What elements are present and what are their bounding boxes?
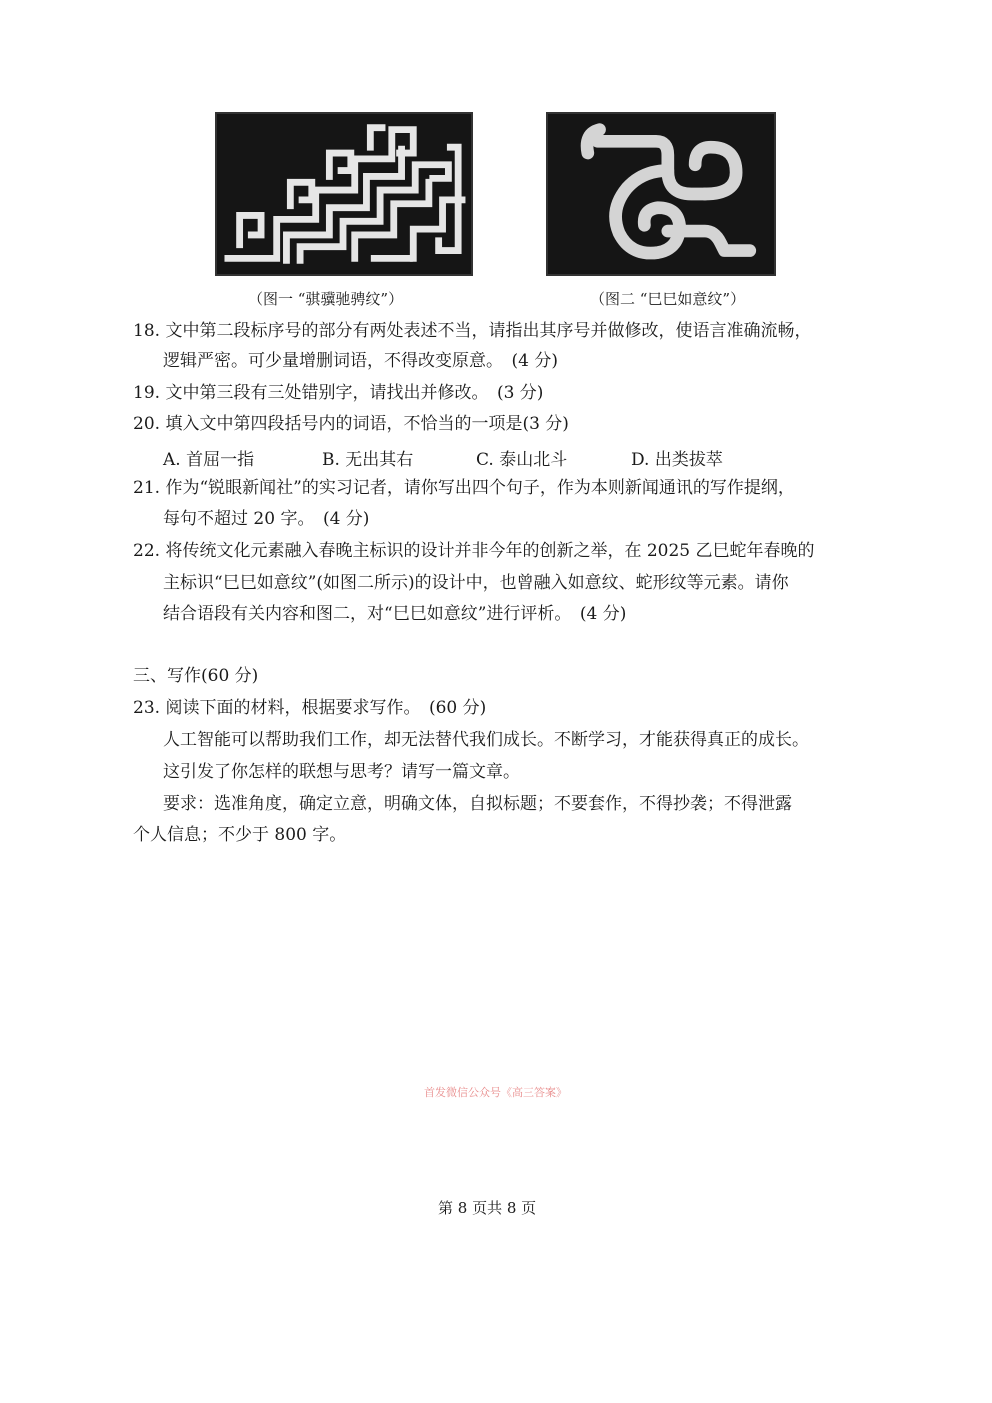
q23-requirements-line-2: 个人信息；不少于 800 字。: [133, 825, 347, 845]
q20-option-b: B. 无出其右: [322, 450, 414, 470]
q23-requirements-line-1: 要求：选准角度，确定立意，明确文体，自拟标题；不要套作，不得抄袭；不得泄露: [163, 794, 792, 814]
q21-line-2: 每句不超过 20 字。 (4 分): [163, 509, 370, 529]
q22-line-2: 主标识“巳巳如意纹”(如图二所示)的设计中，也曾融入如意纹、蛇形纹等元素。请你: [163, 573, 789, 593]
q23-material-line-2: 这引发了你怎样的联想与思考？请写一篇文章。: [163, 762, 520, 782]
q20-option-c: C. 泰山北斗: [476, 450, 568, 470]
q23-material-line-1: 人工智能可以帮助我们工作，却无法替代我们成长。不断学习，才能获得真正的成长。: [163, 730, 809, 750]
greek-key-pattern-icon: [217, 114, 471, 274]
q18-line-2: 逻辑严密。可少量增删词语，不得改变原意。 (4 分): [163, 351, 558, 371]
watermark-text: 首发微信公众号《高三答案》: [424, 1086, 567, 1099]
ruyi-spiral-pattern-icon: [548, 114, 774, 274]
figure-2-image: [546, 112, 776, 276]
q18-line-1: 18. 文中第二段标序号的部分有两处表述不当，请指出其序号并做修改，使语言准确流畅，: [133, 321, 812, 341]
q20-option-d: D. 出类拔萃: [631, 450, 723, 470]
q19-line-1: 19. 文中第三段有三处错别字，请找出并修改。 (3 分): [133, 383, 544, 403]
q22-line-1: 22. 将传统文化元素融入春晚主标识的设计并非今年的创新之举，在 2025 乙巳蛇年春晚的: [133, 541, 815, 561]
figure-2-caption: （图二 “巳巳如意纹”）: [590, 290, 746, 308]
q21-line-1: 21. 作为“锐眼新闻社”的实习记者，请你写出四个句子，作为本则新闻通讯的写作提纲，: [133, 478, 795, 498]
q20-option-a: A. 首屈一指: [163, 450, 255, 470]
section-3-title: 三、写作(60 分): [133, 666, 259, 686]
q20-line-1: 20. 填入文中第四段括号内的词语，不恰当的一项是(3 分): [133, 414, 569, 434]
page-number: 第 8 页共 8 页: [438, 1199, 537, 1217]
figure-1-caption: （图一 “骐骥驰骋纹”）: [248, 290, 404, 308]
figure-1-image: [215, 112, 473, 276]
q23-line-1: 23. 阅读下面的材料，根据要求写作。 (60 分): [133, 698, 487, 718]
q22-line-3: 结合语段有关内容和图二，对“巳巳如意纹”进行评析。 (4 分): [163, 604, 627, 624]
